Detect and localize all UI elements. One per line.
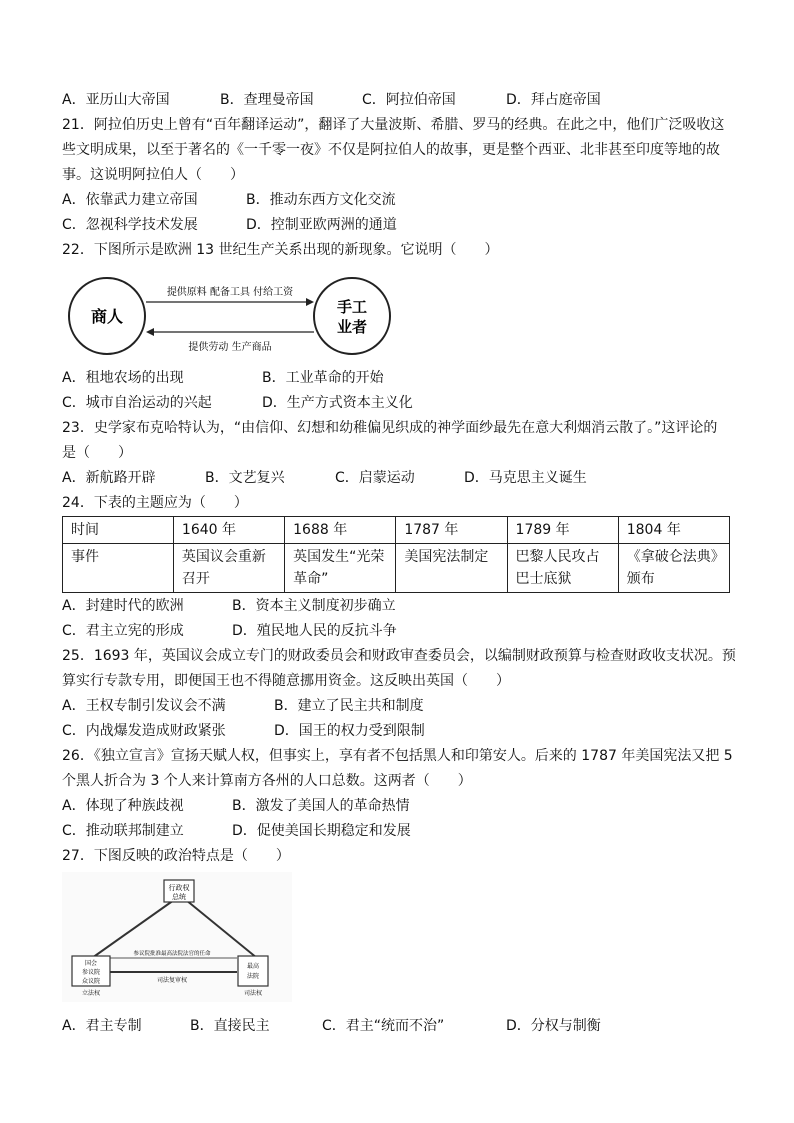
- q22-option-b: B．工业革命的开始: [262, 370, 384, 386]
- diagram-bottom-edge-label: 司法复审权: [156, 977, 188, 984]
- diagram-top-label: 提供原料 配备工具 付给工资: [166, 287, 294, 298]
- q24-option-d: D．殖民地人民的反抗斗争: [232, 623, 397, 639]
- table-cell: 美国宪法制定: [396, 544, 507, 593]
- q27-option-a: A．君主专制: [62, 1018, 142, 1034]
- q27-stem: 27．下图反映的政治特点是（ ）: [62, 848, 290, 864]
- table-cell: 时间: [63, 517, 174, 544]
- diagram-bottom-label: 提供劳动 生产商品: [188, 342, 272, 353]
- q22-stem: 22．下图所示是欧洲 13 世纪生产关系出现的新现象。它说明（ ）: [62, 242, 499, 258]
- q22-option-d: D．生产方式资本主义化: [262, 395, 413, 411]
- table-cell: 1787 年: [396, 517, 507, 544]
- diagram-inner-edge-label: 参议院批准最高法院法官的任命: [133, 951, 211, 957]
- q22-merchant-craftsman-diagram: [62, 270, 402, 365]
- diagram-craftsman-label-1: 手工: [336, 298, 368, 316]
- diagram-executive-label: 行政权: [168, 884, 190, 892]
- diagram-craftsman-label-2: 业者: [336, 318, 368, 336]
- q27-option-c: C．君主“统而不治”: [322, 1018, 445, 1034]
- q21-stem-line-3: 事。这说明阿拉伯人（ ）: [62, 167, 244, 183]
- q20-option-a: A．亚历山大帝国: [62, 92, 170, 108]
- diagram-congress-label: 国会: [84, 960, 98, 967]
- q27-option-d: D．分权与制衡: [506, 1018, 601, 1034]
- q24-stem: 24．下表的主题应为（ ）: [62, 495, 248, 511]
- diagram-legislative-label: 立法权: [81, 990, 101, 997]
- q23-option-a: A．新航路开辟: [62, 470, 156, 486]
- table-cell: 事件: [63, 544, 174, 593]
- q25-option-d: D．国王的权力受到限制: [274, 723, 425, 739]
- diagram-judicial-label: 司法权: [243, 990, 263, 997]
- q21-stem-line-2: 些文明成果，以至于著名的《一千零一夜》不仅是阿拉伯人的故事，更是整个西亚、北非甚至印度等地的故: [62, 142, 720, 158]
- q26-stem-line-1: 26．《独立宣言》宣扬天赋人权，但事实上，享有者不包括黑人和印第安人。后来的 1787 年美国宪法又把 5: [62, 748, 733, 764]
- q26-stem-line-2: 个黑人折合为 3 个人来计算南方各州的人口总数。这两者（ ）: [62, 773, 472, 789]
- q26-option-b: B．激发了美国人的革命热情: [232, 798, 410, 814]
- q27-option-b: B．直接民主: [190, 1018, 270, 1034]
- q21-option-a: A．依靠武力建立帝国: [62, 192, 198, 208]
- q21-stem-line-1: 21．阿拉伯历史上曾有“百年翻译运动”，翻译了大量波斯、希腊、罗马的经典。在此之中，他们广泛吸收这: [62, 117, 725, 133]
- table-row: [63, 544, 730, 593]
- q23-stem-line-1: 23．史学家布克哈特认为，“由信仰、幻想和幼稚偏见织成的神学面纱最先在意大利烟消云散了。”这评论的: [62, 420, 718, 436]
- q20-option-b: B．查理曼帝国: [220, 92, 314, 108]
- table-row: [63, 517, 730, 544]
- diagram-house-label: 众议院: [81, 978, 101, 985]
- diagram-president-label: 总统: [172, 893, 186, 901]
- q23-option-c: C．启蒙运动: [335, 470, 415, 486]
- q20-option-d: D．拜占庭帝国: [506, 92, 601, 108]
- table-cell: 1789 年: [507, 517, 618, 544]
- table-cell: 巴黎人民攻占巴士底狱: [507, 544, 618, 593]
- table-cell: 《拿破仑法典》颁布: [618, 544, 729, 593]
- q23-option-d: D．马克思主义诞生: [464, 470, 587, 486]
- diagram-supreme-label: 最高: [246, 963, 260, 970]
- q24-option-b: B．资本主义制度初步确立: [232, 598, 396, 614]
- q25-option-a: A．王权专制引发议会不满: [62, 698, 226, 714]
- q25-option-b: B．建立了民主共和制度: [274, 698, 424, 714]
- diagram-court-label: 法院: [246, 973, 260, 980]
- table-cell: 1804 年: [618, 517, 729, 544]
- q22-option-a: A．租地农场的出现: [62, 370, 184, 386]
- q22-option-c: C．城市自治运动的兴起: [62, 395, 212, 411]
- q26-option-a: A．体现了种族歧视: [62, 798, 184, 814]
- table-cell: 1688 年: [285, 517, 396, 544]
- table-cell: 1640 年: [173, 517, 284, 544]
- q24-option-c: C．君主立宪的形成: [62, 623, 184, 639]
- q25-option-c: C．内战爆发造成财政紧张: [62, 723, 226, 739]
- q25-stem-line-2: 算实行专款专用，即便国王也不得随意挪用资金。这反映出英国（ ）: [62, 673, 510, 689]
- q23-stem-line-2: 是（ ）: [62, 445, 132, 461]
- q26-option-c: C．推动联邦制建立: [62, 823, 184, 839]
- q21-option-b: B．推动东西方文化交流: [246, 192, 396, 208]
- diagram-merchant-label: 商人: [90, 307, 124, 326]
- q27-separation-of-powers-diagram: [62, 872, 292, 1002]
- arrow-right-icon: [306, 298, 314, 306]
- table-cell: 英国议会重新召开: [173, 544, 284, 593]
- table-cell: 英国发生“光荣革命”: [285, 544, 396, 593]
- q24-events-table: [62, 516, 730, 593]
- q24-option-a: A．封建时代的欧洲: [62, 598, 184, 614]
- q26-option-d: D．促使美国长期稳定和发展: [232, 823, 411, 839]
- q23-option-b: B．文艺复兴: [205, 470, 285, 486]
- arrow-left-icon: [146, 328, 154, 336]
- q25-stem-line-1: 25．1693 年，英国议会成立专门的财政委员会和财政审查委员会，以编制财政预算与检查财政收支状况。预: [62, 648, 736, 664]
- q21-option-d: D．控制亚欧两洲的通道: [246, 217, 397, 233]
- q20-option-c: C．阿拉伯帝国: [362, 92, 456, 108]
- q21-option-c: C．忽视科学技术发展: [62, 217, 198, 233]
- diagram-senate-label: 参议院: [81, 969, 101, 976]
